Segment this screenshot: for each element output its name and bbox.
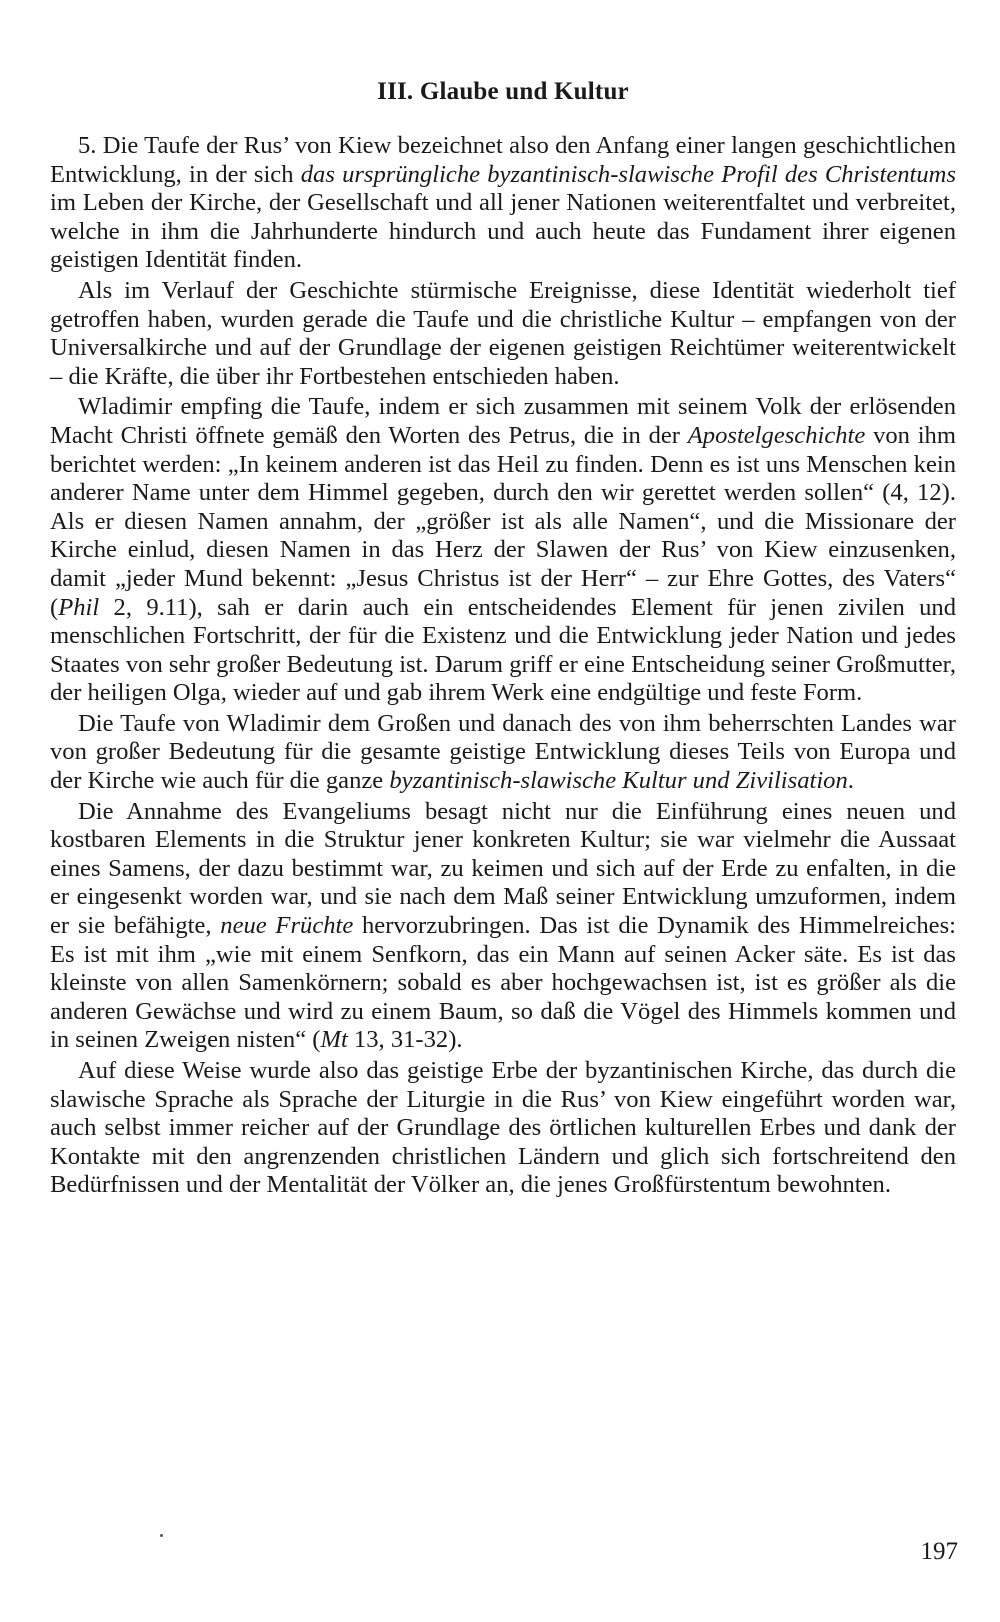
scan-speck: [160, 1534, 163, 1537]
text-run: 13, 31-32).: [347, 1026, 463, 1054]
text-run: 5. Die Taufe der Rus’ von Kiew bezeichnet also den Anfang einer langen geschichtlichen Entwicklung, in der sich: [50, 132, 956, 188]
italic-text: Apostelgeschichte: [687, 421, 866, 449]
text-run: Wladimir empfing die Taufe, indem er sich zusammen mit seinem Volk der erlösenden Macht Christi öffnete gemäß den Worten des Petrus, die in der: [50, 393, 956, 449]
text-run: von ihm berichtet werden: „In keinem anderen ist das Heil zu finden. Denn es ist uns Menschen kein anderer Name unter dem Himmel gegeben, durch den wir gerettet werden sollen“ (4, 12). Als er diesen Namen annahm, der „größer ist als alle Namen“, und die Missionare der Kirche einlud, diesen Namen in das Herz der Slawen der Rus’ von Kiew einzusenken, damit „jeder Mund bekennt: „Jesus Christus ist der Herr“ – zur Ehre Gottes, des Vaters“ (: [50, 421, 956, 621]
paragraph-4: [50, 710, 956, 796]
paragraph-2: [50, 277, 956, 391]
page-number: 197: [920, 1538, 958, 1565]
paragraph-1: [50, 132, 956, 275]
italic-text: Mt: [320, 1026, 348, 1054]
text-run: Die Taufe von Wladimir dem Großen und danach des von ihm beherrschten Landes war von großer Bedeutung für die gesamte geistige Entwicklung dieses Teils von Europa und der Kirche wie auch für die ganze: [50, 709, 956, 795]
text-run: hervorzubringen. Das ist die Dynamik des Himmelreiches: Es ist mit ihm „wie mit einem Senfkorn, das ein Mann auf seinen Acker säte. Es ist das kleinste von allen Samenkörnern; sobald es aber hochgewachsen ist, ist es größer als die anderen Gewächse und wird zu einem Baum, so daß die Vögel des Himmels kommen und in seinen Zweigen nisten“ (: [50, 912, 956, 1054]
text-run: Auf diese Weise wurde also das geistige Erbe der byzantinischen Kirche, das durch die slawische Sprache als Sprache der Liturgie in die Rus’ von Kiew eingeführt worden war, auch selbst immer reicher auf der Grundlage des örtlichen kulturellen Erbes und dank der Kontakte mit den angrenzenden christlichen Ländern und glich sich fortschreitend den Bedürfnissen und der Mentalität der Völker an, die jenes Großfürstentum bewohnten.: [50, 1057, 956, 1199]
section-heading: III. Glaube und Kultur: [377, 78, 629, 105]
document-page: [50, 78, 956, 1200]
text-run: im Leben der Kirche, der Gesellschaft und all jener Nationen weiterentfaltet und verbreitet, welche in ihm die Jahrhunderte hindurch und auch heute das Fundament ihrer eigenen geistigen Identität finden.: [50, 189, 956, 274]
text-run: Die Annahme des Evangeliums besagt nicht nur die Einführung eines neuen und kostbaren Elements in die Struktur jener konkreten Kultur; sie war vielmehr die Aussaat eines Samens, der dazu bestimmt war, zu keimen und sich auf der Erde zu enfalten, in die er eingesenkt worden war, und sie nach dem Maß seiner Entwicklung umzuformen, indem er sie befähigte,: [50, 797, 956, 940]
paragraph-6: [50, 1057, 956, 1200]
text-run: .: [847, 767, 854, 795]
italic-text: Phil: [58, 593, 100, 621]
paragraph-5: [50, 798, 956, 1055]
text-run: 2, 9.11), sah er darin auch ein entscheidendes Element für jenen zivilen und menschlichen Fortschritt, der für die Existenz und die Entwicklung jeder Nation und jedes Staates von sehr großer Bedeutung ist. Darum griff er eine Entscheidung seiner Großmutter, der heiligen Olga, wieder auf und gab ihrem Werk eine endgültige und feste Form.: [50, 593, 956, 707]
italic-text: byzantinisch-slawische Kultur und Zivilisation: [389, 767, 848, 795]
paragraph-3: [50, 393, 956, 708]
italic-text: neue Früchte: [220, 912, 354, 940]
italic-text: das ursprüngliche byzantinisch-slawische Profil des Christentums: [300, 160, 957, 188]
text-run: Als im Verlauf der Geschichte stürmische Ereignisse, diese Identität wiederholt tief getroffen haben, wurden gerade die Taufe und die christliche Kultur – empfangen von der Universalkirche und auf der Grundlage der eigenen geistigen Reichtümer weiterentwickelt – die Kräfte, die über ihr Fortbestehen entschieden haben.: [50, 276, 956, 390]
